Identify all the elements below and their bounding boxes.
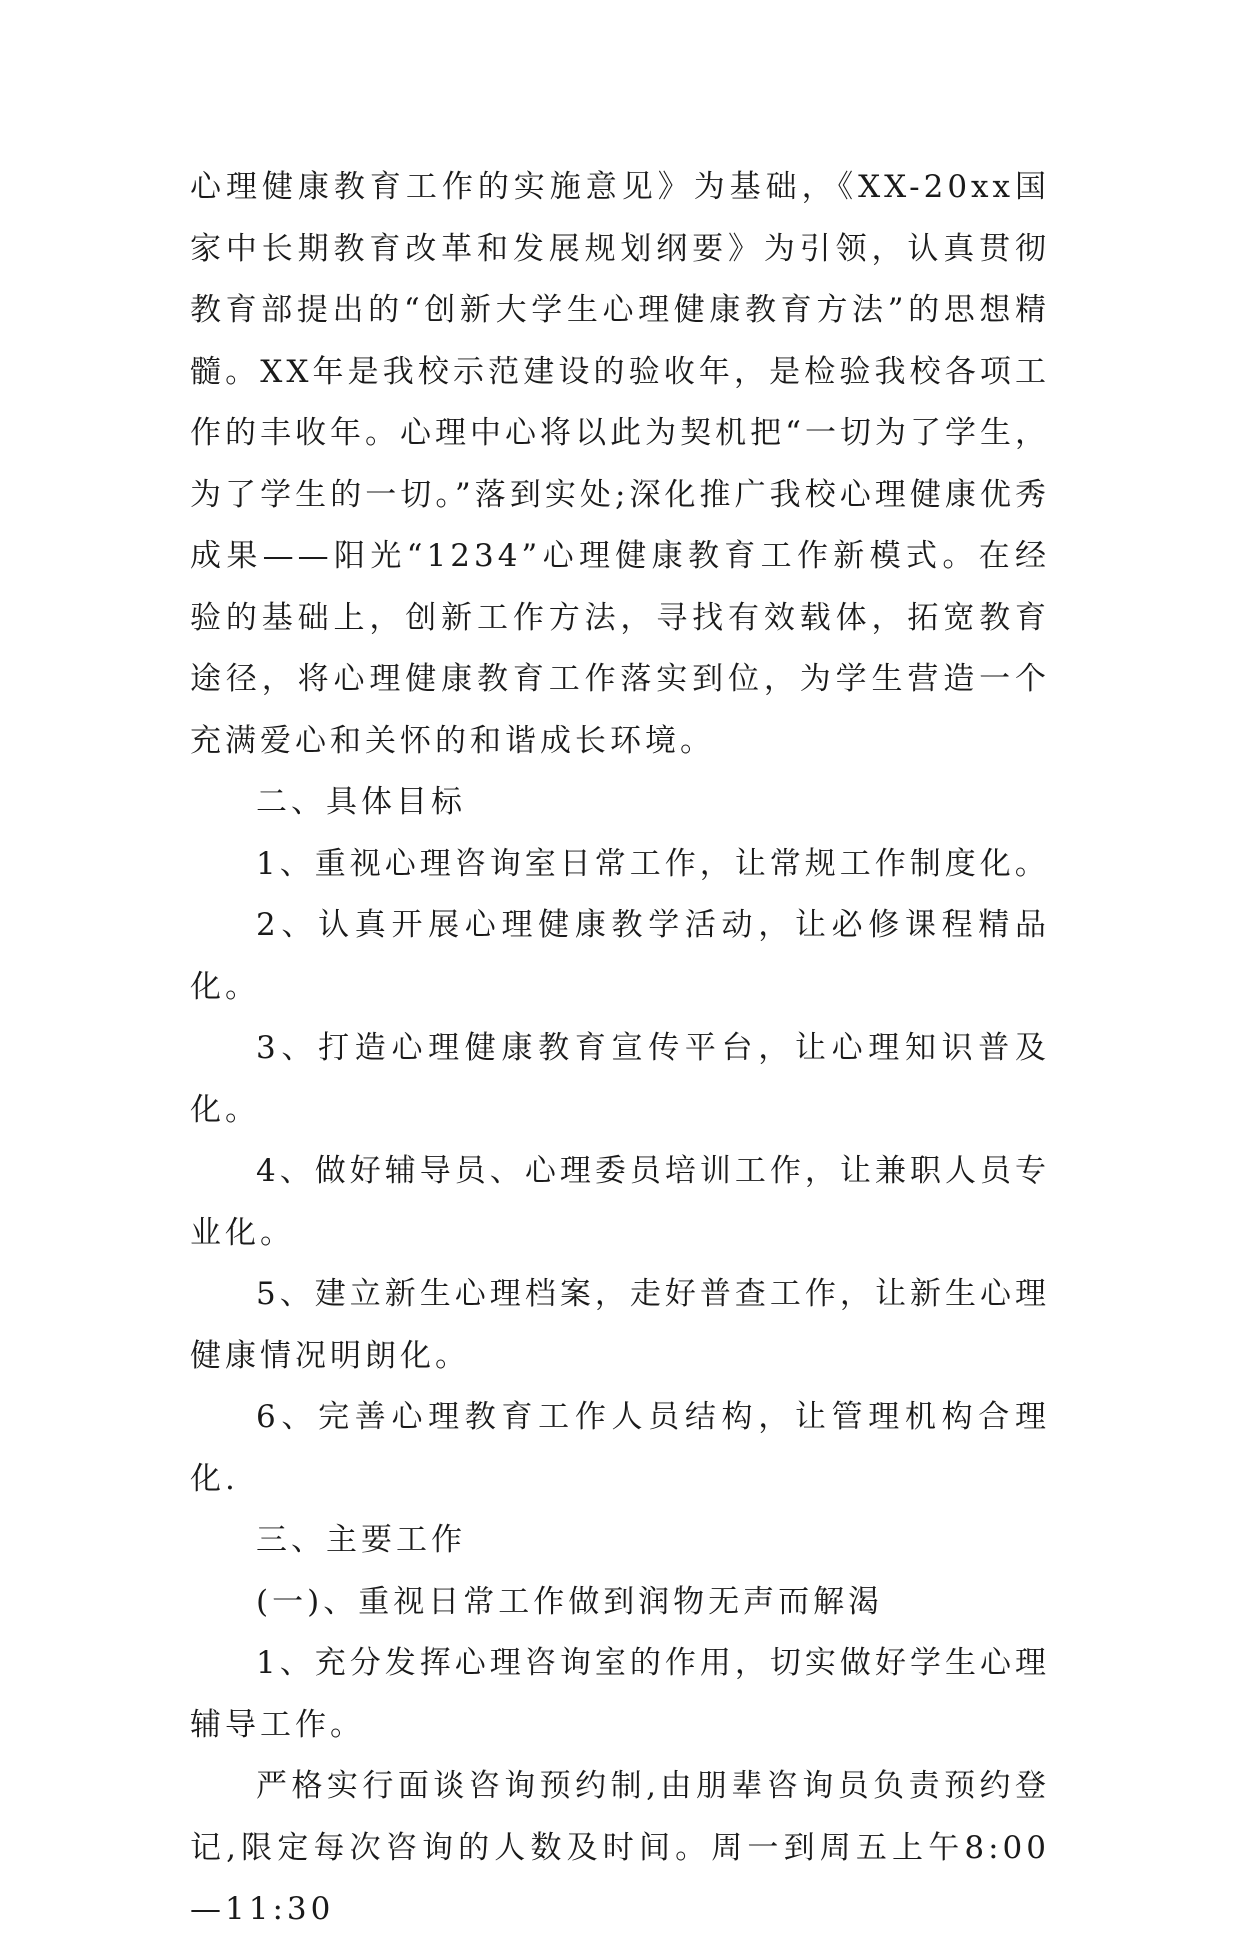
goal-item-3: 3、打造心理健康教育宣传平台，让心理知识普及化。	[190, 1030, 1050, 1128]
subheading-daily-work: (一)、重视日常工作做到润物无声而解渴	[256, 1583, 884, 1620]
goal-item-6: 6、完善心理教育工作人员结构，让管理机构合理化.	[190, 1399, 1050, 1497]
goal-item-1: 1、重视心理咨询室日常工作，让常规工作制度化。	[256, 845, 1050, 882]
goal-item-5: 5、建立新生心理档案，走好普查工作，让新生心理健康情况明朗化。	[190, 1276, 1050, 1374]
goal-item-2: 2、认真开展心理健康教学活动，让必修课程精品化。	[190, 907, 1050, 1005]
document-body	[190, 157, 1050, 1941]
paragraph-appointment: 严格实行面谈咨询预约制,由朋辈咨询员负责预约登记,限定每次咨询的人数及时间。周一到周五上午8:00—11:30	[190, 1768, 1050, 1927]
goal-item-4: 4、做好辅导员、心理委员培训工作，让兼职人员专业化。	[190, 1153, 1050, 1251]
paragraph-intro: 心理健康教育工作的实施意见》为基础，《XX-20xx国家中长期教育改革和发展规划纲要》为引领，认真贯彻教育部提出的“创新大学生心理健康教育方法”的思想精髓。XX年是我校示范建设的验收年，是检验我校各项工作的丰收年。心理中心将以此为契机把“一切为了学生，为了学生的一切。”落到实处;深化推广我校心理健康优秀成果——阳光“1234”心理健康教育工作新模式。在经验的基础上，创新工作方法，寻找有效载体，拓宽教育途径，将心理健康教育工作落实到位，为学生营造一个充满爱心和关怀的和谐成长环境。	[190, 169, 1050, 759]
heading-specific-goals: 二、具体目标	[256, 784, 466, 820]
work-item-1: 1、充分发挥心理咨询室的作用，切实做好学生心理辅导工作。	[190, 1645, 1050, 1743]
heading-main-work: 三、主要工作	[256, 1522, 466, 1558]
